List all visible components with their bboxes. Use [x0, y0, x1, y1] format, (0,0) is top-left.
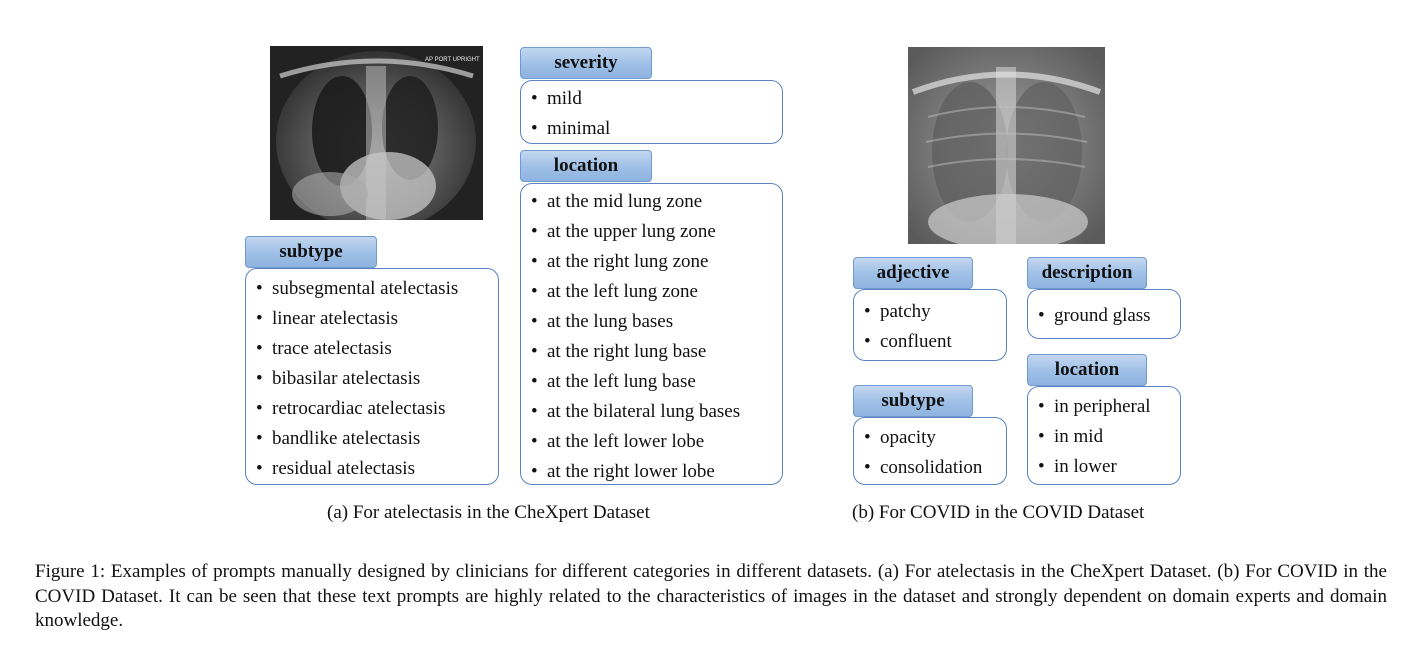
- adjective-tag: [853, 257, 973, 289]
- list-item: • minimal: [531, 114, 782, 144]
- panel-a-caption: (a) For atelectasis in the CheXpert Dataset: [327, 502, 650, 523]
- list-item: • patchy: [864, 297, 1006, 327]
- subtype-title: subtype: [279, 241, 343, 262]
- list-item: • in peripheral: [1038, 392, 1180, 422]
- list-item: • at the mid lung zone: [531, 187, 782, 217]
- description-list: [1038, 301, 1180, 331]
- list-item: • ground glass: [1038, 301, 1180, 331]
- list-item: • linear atelectasis: [256, 304, 498, 334]
- adjective-box: [853, 289, 1007, 361]
- list-item: • trace atelectasis: [256, 334, 498, 364]
- location-title: location: [553, 155, 619, 176]
- list-item: • consolidation: [864, 453, 1006, 483]
- subtype-b-box: [853, 417, 1007, 485]
- chest-xray-covid: [908, 47, 1105, 244]
- list-item: • retrocardiac atelectasis: [256, 394, 498, 424]
- list-item: • confluent: [864, 327, 1006, 357]
- list-item: • subsegmental atelectasis: [256, 274, 498, 304]
- subtype-b-list: [864, 423, 1006, 483]
- location-b-title: location: [1054, 359, 1120, 380]
- description-title: description: [1041, 262, 1133, 283]
- list-item: • at the upper lung zone: [531, 217, 782, 247]
- severity-tag: [520, 47, 652, 79]
- list-item: • at the right lung zone: [531, 247, 782, 277]
- adjective-title: adjective: [876, 262, 950, 283]
- location-b-tag: [1027, 354, 1147, 386]
- list-item: • mild: [531, 84, 782, 114]
- xray-label: AP PORT UPRIGHT: [425, 57, 480, 63]
- severity-box: [520, 80, 783, 144]
- panel-b-caption: (b) For COVID in the COVID Dataset: [852, 502, 1145, 523]
- list-item: • at the left lung zone: [531, 277, 782, 307]
- chest-xray-atelectasis: [270, 46, 483, 220]
- adjective-list: [864, 297, 1006, 357]
- subtype-tag: [245, 236, 377, 268]
- subtype-b-title: subtype: [881, 390, 945, 411]
- list-item: • at the bilateral lung bases: [531, 397, 782, 427]
- list-item: • in mid: [1038, 422, 1180, 452]
- location-b-list: [1038, 392, 1180, 482]
- list-item: • at the right lower lobe: [531, 457, 782, 487]
- description-tag: [1027, 257, 1147, 289]
- subtype-b-tag: [853, 385, 973, 417]
- list-item: • at the right lung base: [531, 337, 782, 367]
- location-list: [531, 187, 782, 487]
- list-item: • opacity: [864, 423, 1006, 453]
- list-item: • in lower: [1038, 452, 1180, 482]
- subtype-box: [245, 268, 499, 485]
- subtype-list: [256, 274, 498, 484]
- list-item: • at the left lung base: [531, 367, 782, 397]
- list-item: • bandlike atelectasis: [256, 424, 498, 454]
- severity-title: severity: [554, 52, 618, 73]
- location-b-box: [1027, 386, 1181, 485]
- list-item: • at the left lower lobe: [531, 427, 782, 457]
- severity-list: [531, 84, 782, 144]
- list-item: • bibasilar atelectasis: [256, 364, 498, 394]
- list-item: • at the lung bases: [531, 307, 782, 337]
- location-box: [520, 183, 783, 485]
- list-item: • residual atelectasis: [256, 454, 498, 484]
- description-box: [1027, 289, 1181, 339]
- location-tag: [520, 150, 652, 182]
- figure-caption: Figure 1: Examples of prompts manually designed by clinicians for different categories in different datasets. (a) For atelectasis in the CheXpert Dataset. (b) For COVID in the COVID Dataset. It can be seen that these text prompts are highly related to the characteristics of images in the dataset and strongly dependent on domain experts and domain knowledge.: [35, 561, 1387, 631]
